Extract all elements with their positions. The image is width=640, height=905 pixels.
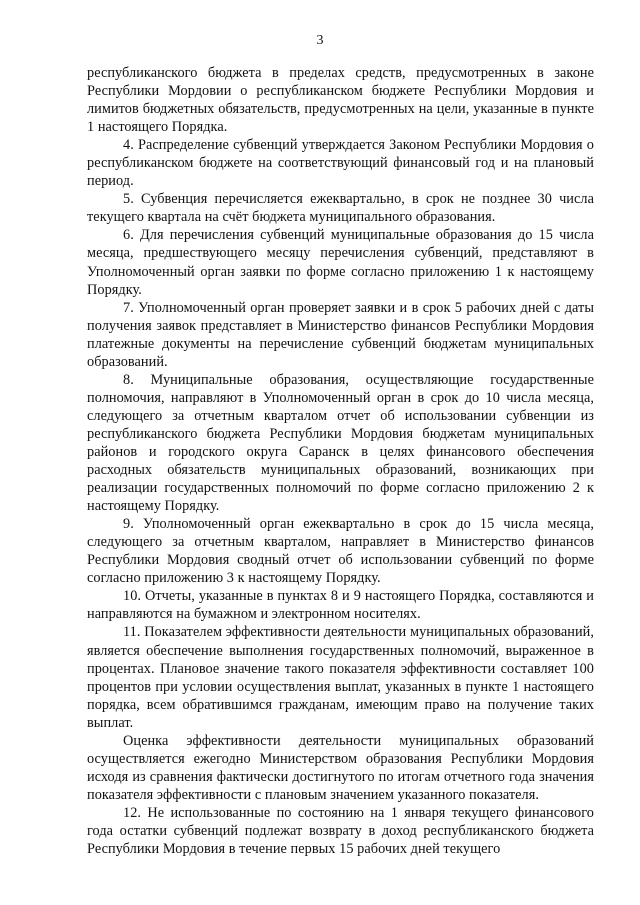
paragraph-item-6: 6. Для перечисления субвенций муниципальные образования до 15 числа месяца, предшествующего месяцу перечисления субвенций, представляют в Уполномоченный орган заявки по форме согласно приложению 1 к настоящему Порядку.	[87, 227, 594, 298]
paragraph-item-10: 10. Отчеты, указанные в пунктах 8 и 9 настоящего Порядка, составляются и направляются на бумажном и электронном носителях.	[87, 588, 594, 623]
paragraph-item-11: 11. Показателем эффективности деятельности муниципальных образований, является обеспечение выполнения государственных полномочий, выраженное в процентах. Плановое значение такого показателя эффективности составляет 100 процентов при условии осуществления выплат, указанных в пункте 1 настоящего порядка, всем обратившимся гражданам, имеющим право на получение таких выплат.	[87, 624, 594, 731]
paragraph-item-12: 12. Не использованные по состоянию на 1 января текущего финансового года остатки субвенций подлежат возврату в доход республиканского бюджета Республики Мордовия в течение первых 15 рабочих дней текущего	[87, 804, 594, 858]
paragraph-item-8: 8. Муниципальные образования, осуществляющие государственные полномочия, направляют в Уполномоченный орган в срок до 10 числа месяца, следующего за отчетным кварталом отчет об использовании субвенции из республиканского бюджета Республики Мордовия бюджетам муниципальных районов и городского округа Саранск в целях финансового обеспечения расходных обязательств муниципальных образований, возникающих при реализации государственных полномочий по форме согласно приложению 2 к настоящему Порядку.	[87, 371, 594, 515]
paragraph-item-7: 7. Уполномоченный орган проверяет заявки и в срок 5 рабочих дней с даты получения заявок представляет в Министерство финансов Республики Мордовия платежные документы на перечисление субвенций бюджетам муниципальных образований.	[87, 299, 594, 370]
paragraph-item-4: 4. Распределение субвенций утверждается Законом Республики Мордовия о республиканском бюджете на соответствующий финансовый год и на плановый период.	[87, 137, 594, 190]
page-number: 3	[316, 33, 324, 48]
paragraph-item-5: 5. Субвенция перечисляется ежеквартально, в срок не позднее 30 числа текущего квартала на счёт бюджета муниципального образования.	[87, 191, 594, 226]
paragraph-item-9: 9. Уполномоченный орган ежеквартально в срок до 15 числа месяца, следующего за отчетным кварталом, направляет в Министерство финансов Республики Мордовия сводный отчет об использовании субвенций по форме согласно приложению 3 к настоящему Порядку.	[87, 516, 594, 587]
document-body	[87, 64, 594, 858]
paragraph-continuation: республиканского бюджета в пределах средств, предусмотренных в законе Республики Мордовии о республиканском бюджете Республики Мордовия и лимитов бюджетных обязательств, предусмотренных на цели, указанные в пункте 1 настоящего Порядка.	[87, 65, 594, 136]
paragraph-evaluation: Оценка эффективности деятельности муниципальных образований осуществляется ежегодно Министерством образования Республики Мордовия исходя из сравнения фактически достигнутого по итогам отчетного года значения показателя эффективности с плановым значением указанного показателя.	[87, 732, 594, 803]
